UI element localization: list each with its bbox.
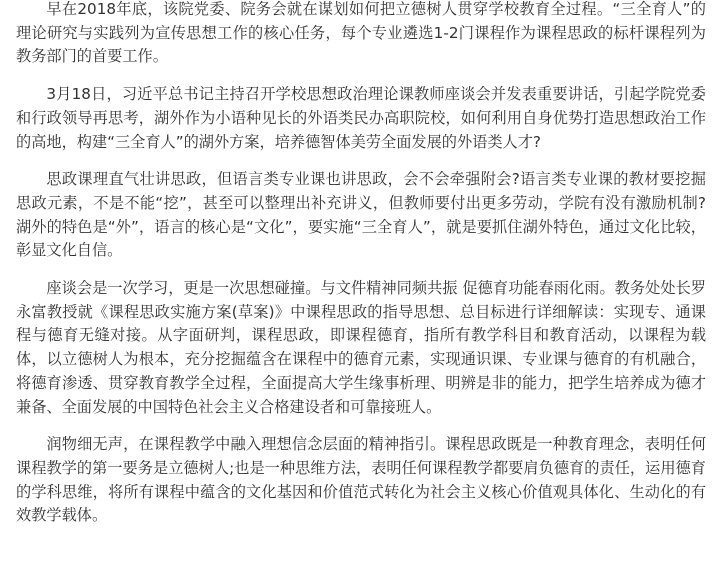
paragraph-3: 思政课理直气壮讲思政，但语言类专业课也讲思政，会不会牵强附会?语言类专业课的教材要挖掘思政元素，不是不能“挖”，甚至可以整理出补充讲义，但教师要付出更多劳动，学院有没有激励机制?湖外的特色是“外”，语言的核心是“文化”，要实施“三全育人”，就是要抓住湖外特色，通过文化比较，彰显文化自信。 [16,170,706,260]
paragraph-2: 3月18日，习近平总书记主持召开学校思想政治理论课教师座谈会并发表重要讲话，引起学院党委和行政领导再思考，湖外作为小语种见长的外语类民办高职院校，如何利用自身优势打造思想政治工作的高地，构建“三全育人”的湖外方案，培养德智体美劳全面发展的外语类人才? [16,85,706,151]
paragraph-4: 座谈会是一次学习，更是一次思想碰撞。与文件精神同频共振 促德育功能春雨化雨。教务处处长罗永富教授就《课程思政实施方案(草案)》中课程思政的指导思想、总目标进行详细解读：实现专、通课程与德育无缝对接。从字面研判，课程思政，即课程德育，指所有教学科目和教育活动，以课程为载体，以立德树人为根本，充分挖掘蕴含在课程中的德育元素，实现通识课、专业课与德育的有机融合，将德育渗透、贯穿教育教学全过程，全面提高大学生缘事析理、明辨是非的能力，把学生培养成为德才兼备、全面发展的中国特色社会主义合格建设者和可靠接班人。 [16,279,706,416]
paragraph-1: 早在2018年底，该院党委、院务会就在谋划如何把立德树人贯穿学校教育全过程。“三全育人”的理论研究与实践列为宣传思想工作的核心任务，每个专业遴选1-2门课程作为课程思政的标杆课程列为教务部门的首要工作。 [16,0,706,66]
paragraph-5: 润物细无声，在课程教学中融入理想信念层面的精神指引。课程思政既是一种教育理念，表明任何课程教学的第一要务是立德树人;也是一种思维方法，表明任何课程教学都要肩负德育的责任，运用德育的学科思维，将所有课程中蕴含的文化基因和价值范式转化为社会主义核心价值观具体化、生动化的有效教学载体。 [16,435,706,525]
